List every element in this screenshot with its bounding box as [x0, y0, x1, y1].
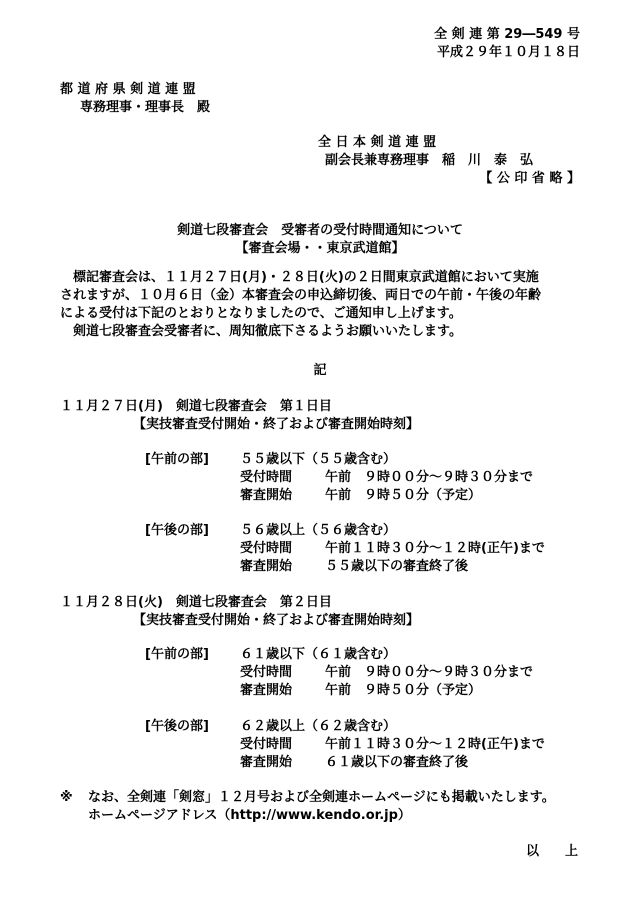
day-1-subheading: 【実技審査受付開始・終了および審査開始時刻】: [133, 417, 420, 432]
day-2-am-start-value: 午前 ９時５０分（予定）: [325, 683, 482, 698]
day-1-pm-age: ５６歳以上（５６歳含む）: [240, 523, 397, 538]
seal-omitted: 【 公 印 省 略 】: [479, 171, 580, 186]
day-1-pm-start-value: ５５歳以下の審査終了後: [325, 559, 469, 574]
day-1-am-reception-value: 午前 ９時００分～９時３０分まで: [325, 470, 534, 485]
day-1-heading: １１月２７日(月) 剣道七段審査会 第１日目: [60, 399, 332, 414]
body-line-1: 標記審査会は、１１月２７日(月)・２８日(火)の２日間東京武道館において実施: [60, 270, 539, 285]
day-2-pm-reception-value: 午前１１時３０分～１２時(正午)まで: [325, 737, 545, 752]
day-1-am-reception-label: 受付時間: [240, 470, 293, 485]
sender-org: 全 日 本 剣 道 連 盟: [318, 135, 437, 150]
day-2-am-reception-label: 受付時間: [240, 665, 293, 680]
day-1-am-label: [午前の部]: [145, 452, 209, 467]
day-1-pm-label: [午後の部]: [145, 523, 209, 538]
ki-marker: 記: [313, 363, 327, 378]
day-2-pm-start-value: ６１歳以下の審査終了後: [325, 755, 469, 770]
recipient-title: 専務理事・理事長 殿: [80, 100, 211, 115]
document-date: 平成２９年１０月１８日: [436, 45, 580, 60]
document-title: 剣道七段審査会 受審者の受付時間通知について: [177, 223, 463, 238]
note-line-2: ホームページアドレス（http://www.kendo.or.jp）: [88, 808, 411, 823]
day-2-am-label: [午前の部]: [145, 647, 209, 662]
document-number: 全 剣 連 第 29―549 号: [434, 27, 580, 42]
day-2-pm-age: ６２歳以上（６２歳含む）: [240, 719, 397, 734]
day-2-am-age: ６１歳以下（６１歳含む）: [240, 647, 397, 662]
day-1-am-age: ５５歳以下（５５歳含む）: [240, 452, 397, 467]
day-2-am-start-label: 審査開始: [240, 683, 293, 698]
document-venue: 【審査会場・・東京武道館】: [235, 241, 405, 256]
note-line-1: なお、全剣連「剣窓」１２月号および全剣連ホームページにも掲載いたします。: [88, 790, 555, 805]
day-1-pm-reception-label: 受付時間: [240, 541, 293, 556]
body-line-2: されますが、１０月６日（金）本審査会の申込締切後、両日での午前・午後の年齢: [60, 288, 542, 303]
day-2-pm-reception-label: 受付時間: [240, 737, 293, 752]
day-2-am-reception-value: 午前 ９時００分～９時３０分まで: [325, 665, 534, 680]
day-1-am-start-label: 審査開始: [240, 488, 293, 503]
day-2-heading: １１月２８日(火) 剣道七段審査会 第２日目: [60, 595, 332, 610]
day-1-pm-start-label: 審査開始: [240, 559, 293, 574]
sender-person: 副会長兼専務理事 稲 川 泰 弘: [325, 153, 534, 168]
day-2-subheading: 【実技審査受付開始・終了および審査開始時刻】: [133, 613, 420, 628]
day-1-am-start-value: 午前 ９時５０分（予定）: [325, 488, 482, 503]
closing-mark: 以 上: [525, 844, 578, 859]
day-2-pm-start-label: 審査開始: [240, 755, 293, 770]
body-line-4: 剣道七段審査会受審者に、周知徹底下さるようお願いいたします。: [60, 324, 462, 339]
body-line-3: による受付は下記のとおりとなりましたので、ご通知申し上げます。: [60, 306, 462, 321]
note-mark: ※: [60, 790, 73, 805]
recipient-org: 都 道 府 県 剣 道 連 盟: [60, 82, 196, 97]
day-2-pm-label: [午後の部]: [145, 719, 209, 734]
day-1-pm-reception-value: 午前１１時３０分～１２時(正午)まで: [325, 541, 545, 556]
